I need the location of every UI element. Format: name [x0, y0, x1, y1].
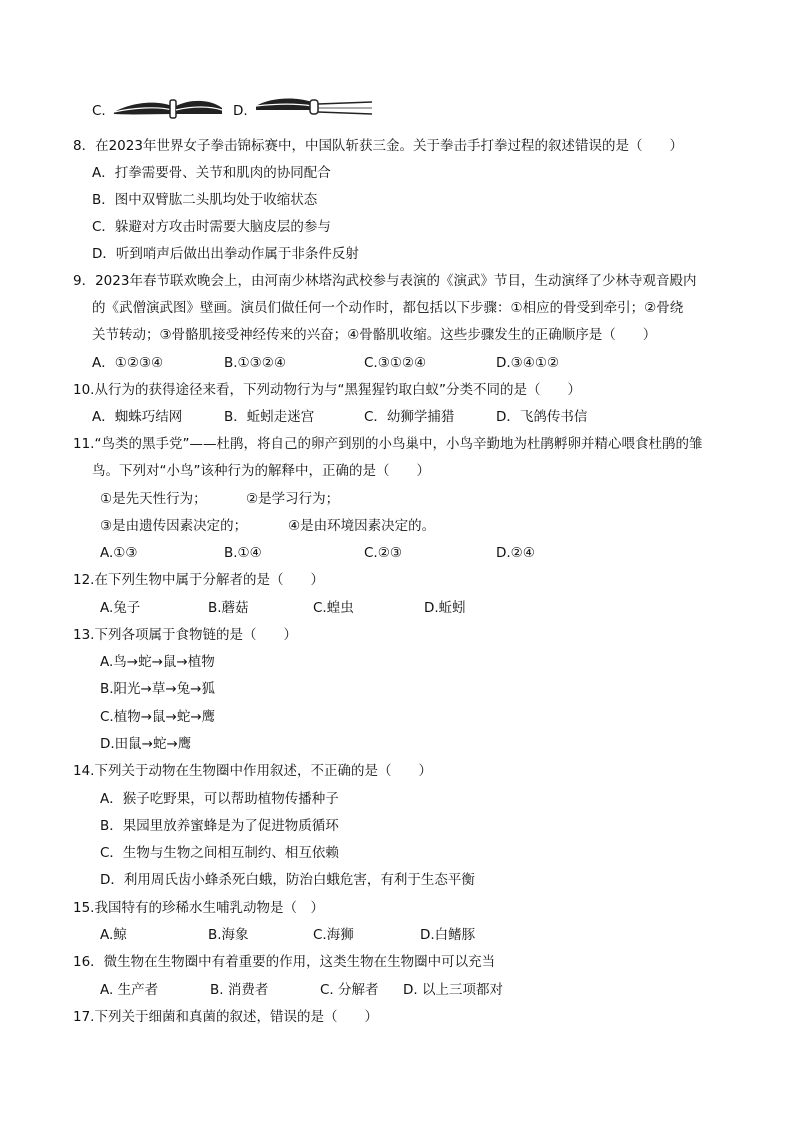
bone-joint-muscle-diagram [254, 92, 374, 122]
question-15-option-b: B.海象 [208, 927, 249, 943]
question-9-option-c: C.③①②④ [364, 355, 427, 371]
question-13-option-d: D.田鼠→蛇→鹰 [100, 736, 192, 752]
question-9-option-b: B.①③②④ [224, 355, 286, 371]
question-11-stem-line-1: 11.“鸟类的黑手党”——杜鹃，将自己的卵产到别的小鸟巢中，小鸟辛勤地为杜鹃孵卵并精心喂食杜鹃的雏 [73, 436, 703, 452]
question-17-stem: 17.下列关于细菌和真菌的叙述，错误的是（ ） [73, 1009, 378, 1025]
question-16-stem: 16．微生物在生物圈中有着重要的作用，这类生物在生物圈中可以充当 [73, 954, 496, 970]
question-10-option-d: D．飞鸽传书信 [496, 409, 588, 425]
question-14-stem: 14.下列关于动物在生物圈中作用叙述，不正确的是（ ） [73, 763, 432, 779]
question-12-option-d: D.蚯蚓 [424, 600, 466, 616]
question-8-option-b: B．图中双臂肱二头肌均处于收缩状态 [92, 192, 318, 208]
question-15-option-c: C.海狮 [313, 927, 354, 943]
question-12-option-c: C.蝗虫 [313, 600, 354, 616]
question-11-option-d: D.②④ [496, 545, 535, 561]
question-9-stem-line-3: 关节转动；③骨骼肌接受神经传来的兴奋；④骨骼肌收缩。这些步骤发生的正确顺序是（ ） [92, 327, 657, 343]
question-13-option-a: A.鸟→蛇→鼠→植物 [100, 654, 215, 670]
question-13-stem: 13.下列各项属于食物链的是（ ） [73, 627, 297, 643]
question-11-option-c: C.②③ [364, 545, 402, 561]
question-15-option-d: D.白鳍豚 [420, 927, 476, 943]
question-13-option-b: B.阳光→草→兔→狐 [100, 681, 215, 697]
question-14-option-a: A．猴子吃野果，可以帮助植物传播种子 [100, 791, 339, 807]
question-12-stem: 12.在下列生物中属于分解者的是（ ） [73, 572, 324, 588]
question-10-option-b: B．蚯蚓走迷宫 [224, 409, 315, 425]
question-13-option-c: C.植物→鼠→蛇→鹰 [100, 709, 216, 725]
question-16-option-b: B. 消费者 [210, 982, 269, 998]
question-16-option-a: A. 生产者 [100, 982, 159, 998]
question-14-option-d: D．利用周氏齿小蜂杀死白蛾，防治白蛾危害，有利于生态平衡 [100, 872, 475, 888]
question-8-option-d: D．听到哨声后做出出拳动作属于非条件反射 [92, 246, 359, 262]
question-14-option-b: B．果园里放养蜜蜂是为了促进物质循环 [100, 818, 339, 834]
question-11-statement-1: ①是先天性行为； [100, 491, 207, 507]
question-11-statement-3: ③是由遗传因素决定的； [100, 518, 248, 534]
question-12-option-b: B.蘑菇 [208, 600, 249, 616]
question-8-option-a: A．打拳需要骨、关节和肌肉的协同配合 [92, 165, 331, 181]
question-8-option-c: C．躲避对方攻击时需要大脑皮层的参与 [92, 219, 331, 235]
question-9-option-a: A．①②③④ [92, 355, 164, 371]
question-12-option-a: A.兔子 [100, 600, 141, 616]
question-8-stem: 8．在2023年世界女子拳击锦标赛中，中国队斩获三金。关于拳击手打拳过程的叙述错误的是（ ） [73, 138, 683, 154]
question-16-option-c: C. 分解者 [320, 982, 379, 998]
question-11-option-b: B.①④ [224, 545, 262, 561]
question-11-statement-4: ④是由环境因素决定的。 [288, 518, 436, 534]
question-15-option-a: A.鲸 [100, 927, 127, 943]
question-16-option-d: D. 以上三项都对 [403, 982, 503, 998]
question-11-stem-line-2: 鸟。下列对“小鸟”该种行为的解释中，正确的是（ ） [92, 463, 430, 479]
figure-d-label: D. [233, 103, 248, 119]
question-9-option-d: D.③④①② [496, 355, 560, 371]
question-14-option-c: C．生物与生物之间相互制约、相互依赖 [100, 845, 339, 861]
question-15-stem: 15.我国特有的珍稀水生哺乳动物是（ ） [73, 900, 324, 916]
question-11-option-a: A.①③ [100, 545, 138, 561]
question-9-stem-line-2: 的《武僧演武图》壁画。演员们做任何一个动作时，都包括以下步骤：①相应的骨受到牵引；②骨绕 [92, 300, 684, 316]
bent-arm-muscle-diagram [112, 92, 224, 122]
question-9-stem-line-1: 9．2023年春节联欢晚会上，由河南少林塔沟武校参与表演的《演武》节目，生动演绎了少林寺观音殿内 [73, 273, 697, 289]
question-10-option-c: C．幼狮学捕猎 [364, 409, 455, 425]
question-10-option-a: A．蜘蛛巧结网 [92, 409, 183, 425]
figure-c-label: C. [92, 103, 106, 119]
question-11-statement-2: ②是学习行为； [246, 491, 340, 507]
question-10-stem: 10.从行为的获得途径来看，下列动物行为与“黑猩猩钓取白蚁”分类不同的是（ ） [73, 382, 581, 398]
